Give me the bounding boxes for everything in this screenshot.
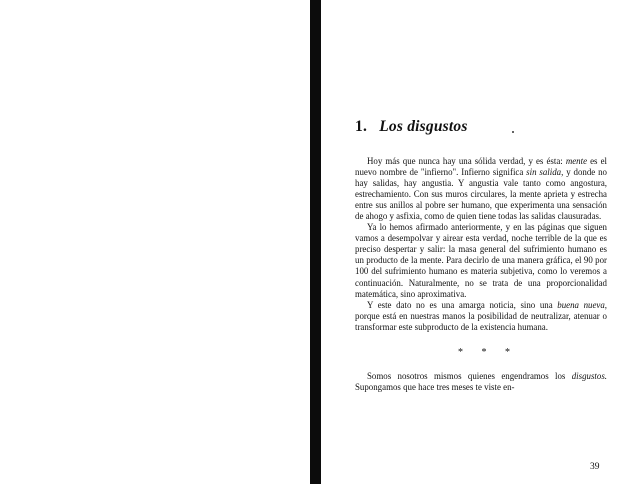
text-run: Y este dato no es una amarga noticia, sino una — [367, 299, 558, 310]
emphasized-text: mente — [565, 156, 588, 166]
emphasized-text: sin salida, — [526, 167, 564, 178]
paragraph-2 — [355, 222, 607, 299]
text-run: y donde no hay salidas, hay angustia. Y angustia vale tanto como angostura, estrechamiento. Con sus muros circulares, la mente aprieta y estrecha entre sus anillos al pobre ser humano, que experimenta una sensación de ahogo y asfixia, como de quien tiene todas las salidas clausuradas. — [355, 167, 607, 222]
chapter-heading — [355, 118, 607, 136]
text-run: Somos nosotros mismos quienes engendramos los — [367, 370, 572, 381]
paragraph-1 — [355, 156, 607, 222]
section-separator: * * * — [458, 346, 518, 358]
page-number: 39 — [590, 462, 600, 472]
text-run: es el nuevo nombre de "infierno". Infierno significa — [355, 156, 607, 178]
text-run: Hoy más que nunca hay una sólida verdad, y es ésta: — [367, 156, 566, 166]
closing-paragraph — [355, 371, 607, 393]
emphasized-text: disgustos. — [571, 370, 607, 381]
text-run: porque está en nuestras manos la posibilidad de neutralizar, atenuar o transformar este subproducto de la existencia humana. — [355, 310, 607, 332]
book-spine-gutter — [310, 0, 321, 484]
chapter-number: 1. — [355, 118, 368, 135]
chapter-title: Los disgustos — [379, 118, 468, 135]
book-page — [355, 118, 607, 393]
emphasized-text: buena nueva, — [557, 299, 607, 310]
body-text — [355, 156, 607, 333]
paragraph-3 — [355, 300, 607, 333]
text-run: Supongamos que hace tres meses te viste en- — [355, 381, 515, 392]
text-run: Ya lo hemos afirmado anteriormente, y en las páginas que siguen vamos a desempolvar y airear esta verdad, noche terrible de la que es preciso despertar y salir: la masa general del sufrimiento humano es un producto de la mente. Para decirlo de una manera gráfica, el 90 por 100 del sufrimiento humano es materia subjetiva, como lo veremos a continuación. Naturalmente, no se trata de una proporcionalidad matemática, sino aproximativa. — [355, 222, 607, 299]
